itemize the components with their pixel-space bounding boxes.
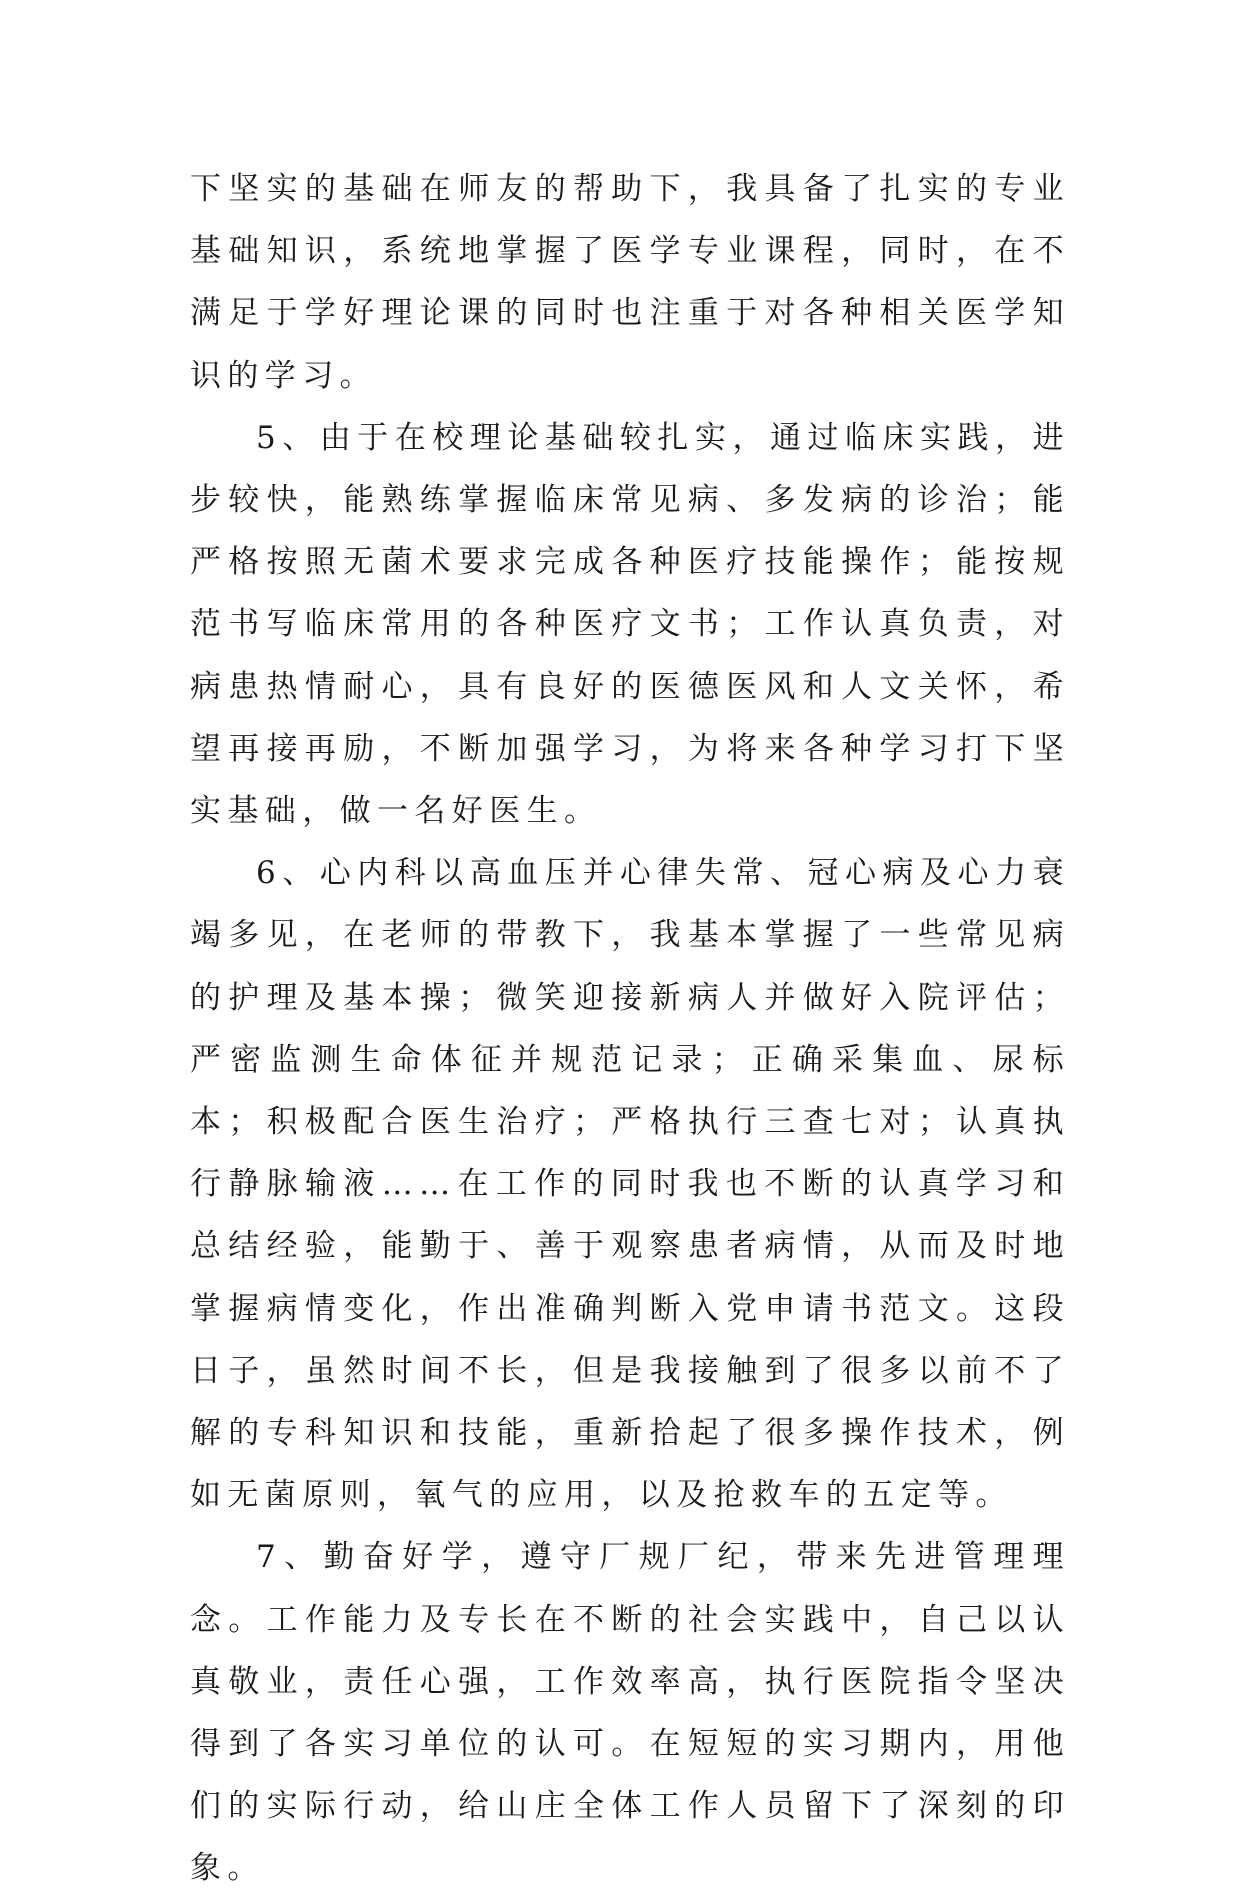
paragraph-continuation: 下坚实的基础在师友的帮助下，我具备了扎实的专业基础知识，系统地掌握了医学专业课程，同时，在不满足于学好理论课的同时也注重于对各种相关医学知识的学习。 (190, 171, 1070, 394)
paragraph-item-7: 7、勤奋好学，遵守厂规厂纪，带来先进管理理念。工作能力及专长在不断的社会实践中，自己以认真敬业，责任心强，工作效率高，执行医院指令坚决得到了各实习单位的认可。在短短的实习期内，用他们的实际行动，给山庄全体工作人员留下了深刻的印象。 (190, 1539, 1070, 1887)
document-body (190, 158, 1070, 1900)
paragraph-item-6: 6、心内科以高血压并心律失常、冠心病及心力衰竭多见，在老师的带教下，我基本掌握了一些常见病的护理及基本操；微笑迎接新病人并做好入院评估；严密监测生命体征并规范记录；正确采集血、尿标本；积极配合医生治疗；严格执行三查七对；认真执行静脉输液……在工作的同时我也不断的认真学习和总结经验，能勤于、善于观察患者病情，从而及时地掌握病情变化，作出准确判断入党申请书范文。这段日子，虽然时间不长，但是我接触到了很多以前不了解的专科知识和技能，重新拾起了很多操作技术，例如无菌原则，氧气的应用，以及抢救车的五定等。 (190, 855, 1070, 1514)
paragraph-item-5: 5、由于在校理论基础较扎实，通过临床实践，进步较快，能熟练掌握临床常见病、多发病的诊治；能严格按照无菌术要求完成各种医疗技能操作；能按规范书写临床常用的各种医疗文书；工作认真负责，对病患热情耐心，具有良好的医德医风和人文关怀，希望再接再励，不断加强学习，为将来各种学习打下坚实基础，做一名好医生。 (190, 419, 1070, 830)
